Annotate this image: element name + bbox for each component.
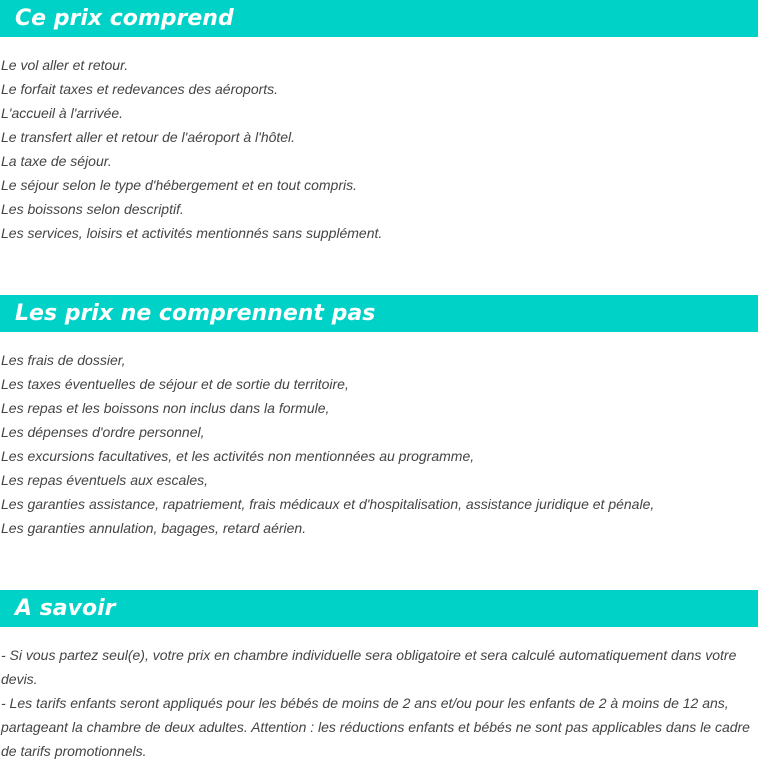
good-to-know-text [1,643,757,763]
list-item: Les frais de dossier, [1,352,126,368]
list-item: Les repas et les boissons non inclus dans la formule, [1,400,330,416]
not-included-list [1,348,757,540]
list-item: Les garanties assistance, rapatriement, frais médicaux et d'hospitalisation, assistance juridique et pénale, [1,496,655,512]
info-paragraph: - Si vous partez seul(e), votre prix en chambre individuelle sera obligatoire et sera calculé automatiquement dans votre devis. [1,647,737,687]
list-item: Les dépenses d'ordre personnel, [1,424,205,440]
section-title-not-included: Les prix ne comprennent pas [0,295,758,332]
section-title-good-to-know: A savoir [0,590,758,627]
list-item: Le séjour selon le type d'hébergement et en tout compris. [1,177,357,193]
info-paragraph: - Les tarifs enfants seront appliqués pour les bébés de moins de 2 ans et/ou pour les enfants de 2 à moins de 12 ans, partageant la chambre de deux adultes. Attention : les réductions enfants et bébés ne sont pas applicables dans le cadre de tarifs promotionnels. [1,695,750,759]
list-item: Les boissons selon descriptif. [1,201,184,217]
included-list [1,53,757,245]
list-item: Les taxes éventuelles de séjour et de sortie du territoire, [1,376,349,392]
list-item: L'accueil à l'arrivée. [1,105,124,121]
list-item: Le forfait taxes et redevances des aéroports. [1,81,279,97]
section-title-included: Ce prix comprend [0,0,758,37]
list-item: Les garanties annulation, bagages, retard aérien. [1,520,307,536]
list-item: Les services, loisirs et activités mentionnés sans supplément. [1,225,383,241]
list-item: Le transfert aller et retour de l'aéroport à l'hôtel. [1,129,296,145]
list-item: Les excursions facultatives, et les activités non mentionnées au programme, [1,448,475,464]
list-item: Le vol aller et retour. [1,57,129,73]
list-item: La taxe de séjour. [1,153,112,169]
list-item: Les repas éventuels aux escales, [1,472,209,488]
